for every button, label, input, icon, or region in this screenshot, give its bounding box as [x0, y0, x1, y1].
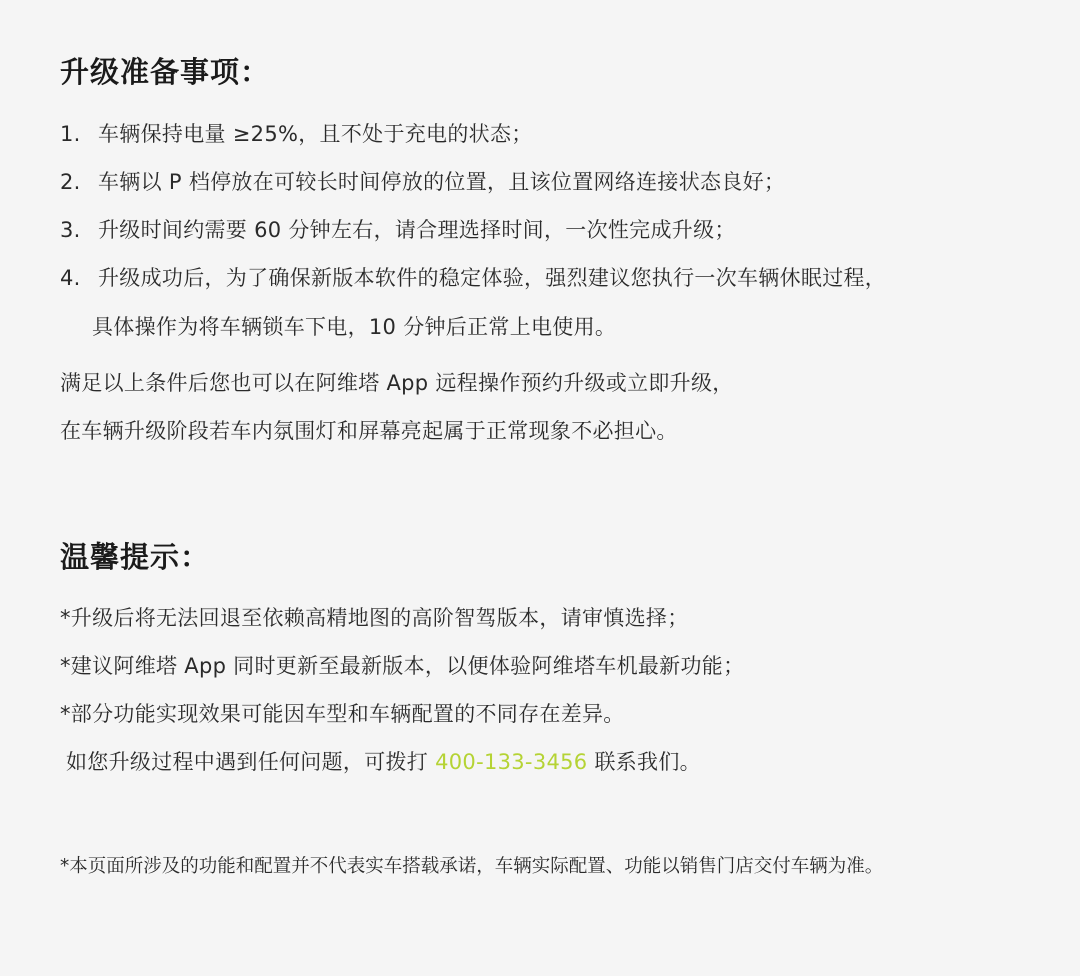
prep-item-4-continuation: 具体操作为将车辆锁车下电，10 分钟后正常上电使用。: [92, 315, 617, 339]
prep-item-3-text: 升级时间约需要 60 分钟左右，请合理选择时间，一次性完成升级；: [98, 218, 736, 242]
disclaimer: *本页面所涉及的功能和配置并不代表实车搭载承诺，车辆实际配置、功能以销售门店交付车辆为准。: [60, 856, 884, 877]
prep-item-2-number: 2.: [60, 170, 81, 194]
contact-line: [66, 746, 701, 776]
prep-item-2: [60, 166, 785, 196]
prep-item-3-number: 3.: [60, 218, 81, 242]
prep-item-1-number: 1.: [60, 122, 81, 146]
tip-line-1: *升级后将无法回退至依赖高精地图的高阶智驾版本，请审慎选择；: [60, 606, 689, 630]
prep-title: 升级准备事项：: [60, 55, 271, 89]
prep-note-line-2: 在车辆升级阶段若车内氛围灯和屏幕亮起属于正常现象不必担心。: [60, 419, 678, 443]
contact-prefix: 如您升级过程中遇到任何问题，可拨打: [66, 750, 429, 774]
prep-note-line-1: 满足以上条件后您也可以在阿维塔 App 远程操作预约升级或立即升级，: [60, 371, 734, 395]
tip-line-2: *建议阿维塔 App 同时更新至最新版本，以便体验阿维塔车机最新功能；: [60, 654, 745, 678]
tip-line-3: *部分功能实现效果可能因车型和车辆配置的不同存在差异。: [60, 702, 625, 726]
phone-number-link[interactable]: 400-133-3456: [435, 750, 588, 774]
prep-item-1-text: 车辆保持电量 ≥25%，且不处于充电的状态；: [98, 122, 533, 146]
prep-item-3: [60, 214, 736, 244]
prep-item-4-text: 升级成功后，为了确保新版本软件的稳定体验，强烈建议您执行一次车辆休眠过程，: [98, 266, 887, 290]
prep-item-1: [60, 118, 533, 148]
prep-item-4-number: 4.: [60, 266, 81, 290]
prep-item-2-text: 车辆以 P 档停放在可较长时间停放的位置，且该位置网络连接状态良好；: [98, 170, 786, 194]
contact-suffix: 联系我们。: [594, 750, 701, 774]
prep-item-4: [60, 262, 886, 292]
tips-title: 温馨提示：: [60, 540, 211, 574]
